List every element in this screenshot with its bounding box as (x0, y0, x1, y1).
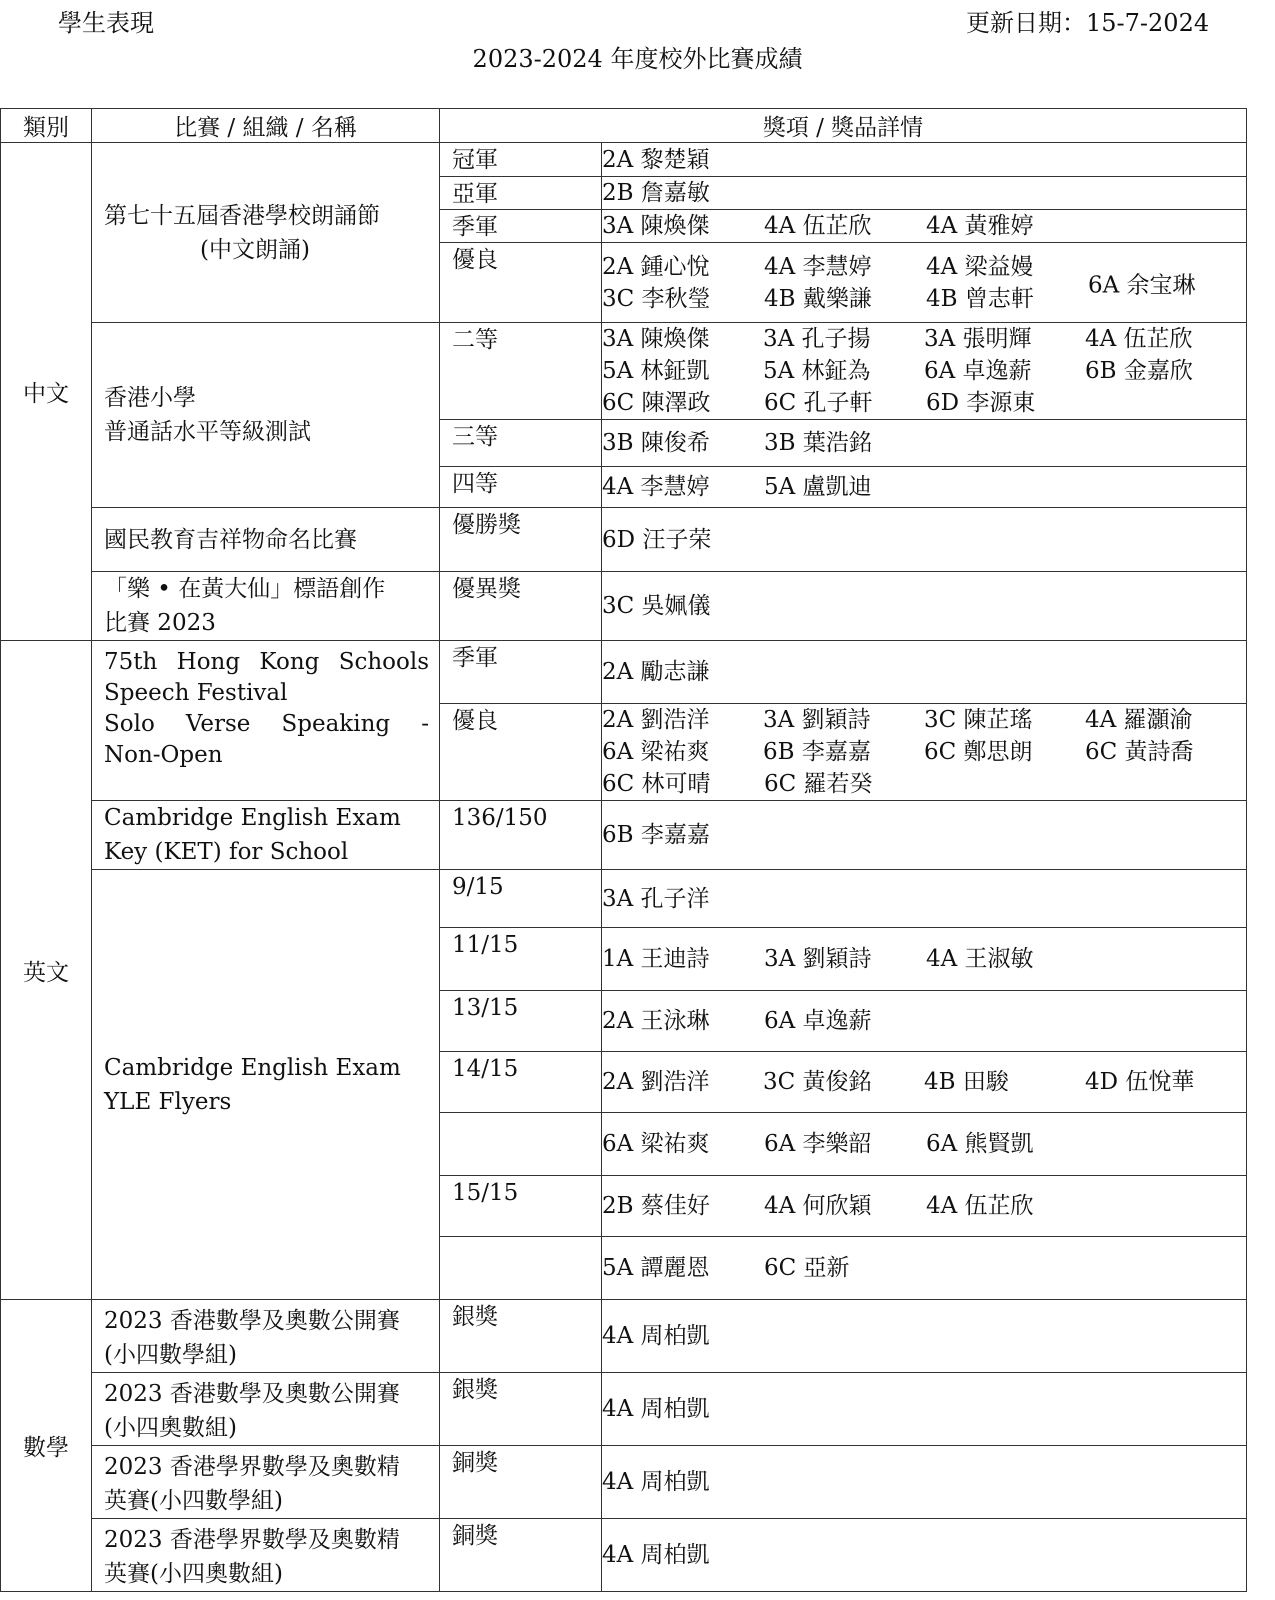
competition-line: 2023 香港學界數學及奧數精 (104, 1527, 400, 1553)
winners-cell (602, 1446, 1247, 1519)
student-name: 4A 伍芷欣 (1085, 326, 1193, 352)
competition-line: (小四數學組) (104, 1342, 237, 1368)
award-cell: 優異獎 (440, 572, 602, 641)
competition-line: Non-Open (104, 742, 223, 768)
award-cell: 優良 (440, 243, 602, 323)
student-name: 6A 卓逸薪 (924, 358, 1032, 384)
competition-line: 英賽(小四數學組) (104, 1488, 283, 1514)
student-name: 6C 林可晴 (602, 771, 711, 797)
student-name: 2A 勵志謙 (602, 659, 710, 685)
competition-line: Solo Verse Speaking - (104, 711, 429, 737)
competition-line: (小四奧數組) (104, 1415, 237, 1441)
category-cell: 中文 (1, 143, 92, 641)
student-name: 6C 亞新 (764, 1255, 850, 1281)
winners-line (602, 1539, 1246, 1571)
winners-cell (602, 177, 1247, 210)
winners-line (602, 524, 1246, 556)
student-name: 6C 羅若癸 (764, 771, 873, 797)
student-name: 6A 熊賢凱 (926, 1131, 1034, 1157)
student-name: 2A 王泳琳 (602, 1008, 710, 1034)
student-name: 2B 蔡佳好 (602, 1193, 710, 1219)
winners-line (602, 590, 1246, 622)
document-title: 2023-2024 年度校外比賽成績 (472, 45, 803, 73)
update-date: 更新日期：15-7-2024 (966, 9, 1210, 37)
winners-cell (602, 801, 1247, 870)
student-name: 3A 陳煥傑 (602, 326, 710, 352)
student-name: 4A 伍芷欣 (926, 1193, 1034, 1219)
winners-cell (602, 1300, 1247, 1373)
winners-line (602, 768, 1246, 800)
table-row (1, 801, 1247, 870)
winners-line (602, 1190, 1246, 1222)
student-name: 3C 陳芷瑤 (924, 707, 1033, 733)
header-competition: 比賽 / 組織 / 名稱 (92, 109, 440, 143)
student-name: 6D 李源東 (926, 390, 1036, 416)
winners-cell (602, 641, 1247, 704)
student-name: 3C 黃俊銘 (763, 1069, 872, 1095)
student-name: 4A 梁益嫚 (926, 253, 1034, 280)
results-table (0, 108, 1247, 1592)
award-cell: 冠軍 (440, 143, 602, 177)
winners-cell (602, 572, 1247, 641)
winners-line (602, 1252, 1246, 1284)
winners-line (602, 323, 1246, 355)
award-cell: 四等 (440, 467, 602, 508)
competition-cell (92, 143, 440, 323)
winners-cell (602, 1176, 1247, 1237)
award-cell: 13/15 (440, 991, 602, 1052)
award-cell: 銀獎 (440, 1373, 602, 1446)
award-cell: 14/15 (440, 1052, 602, 1113)
winners-line (602, 656, 1246, 688)
winners-cell (602, 991, 1247, 1052)
student-name: 4A 羅灝渝 (1085, 707, 1193, 733)
student-name: 5A 林鉦為 (763, 358, 871, 384)
student-name: 3A 劉穎詩 (763, 707, 871, 733)
winners-line (602, 427, 1246, 459)
winners-line (602, 1320, 1246, 1352)
student-name: 4A 周柏凱 (602, 1542, 710, 1568)
student-name: 5A 林鉦凱 (602, 358, 710, 384)
winners-cell (602, 1519, 1247, 1592)
table-row (1, 323, 1247, 420)
award-cell: 136/150 (440, 801, 602, 870)
winners-line (602, 210, 1246, 242)
competition-cell (92, 801, 440, 870)
student-name: 4A 黃雅婷 (926, 213, 1034, 239)
award-cell: 銀獎 (440, 1300, 602, 1373)
winners-cell (602, 1052, 1247, 1113)
award-cell (440, 1113, 602, 1176)
student-name: 3B 陳俊希 (602, 430, 710, 456)
competition-cell (92, 1446, 440, 1519)
student-name: 3A 劉穎詩 (764, 946, 872, 972)
student-name: 2A 劉浩洋 (602, 1069, 710, 1095)
competition-line: 比賽 2023 (104, 610, 216, 636)
student-name: 4A 周柏凱 (602, 1469, 710, 1495)
award-cell: 三等 (440, 420, 602, 467)
competition-line: 第七十五屆香港學校朗誦節 (104, 202, 380, 229)
winners-cell (602, 870, 1247, 928)
table-row (1, 1519, 1247, 1592)
competition-cell (92, 572, 440, 641)
competition-cell (92, 323, 440, 508)
student-name: 6A 梁祐爽 (602, 739, 710, 765)
competition-line: 普通話水平等級測試 (104, 419, 311, 445)
winners-line (602, 1393, 1246, 1425)
student-name: 2A 鍾心悅 (602, 253, 710, 280)
competition-cell (92, 870, 440, 1300)
student-name: 3A 陳煥傑 (602, 213, 710, 239)
winners-cell (602, 1113, 1247, 1176)
student-name: 6A 余宝琳 (1088, 272, 1196, 298)
student-name: 3A 孔子洋 (602, 885, 710, 912)
winners-line (602, 1005, 1246, 1037)
student-name: 6B 李嘉嘉 (602, 822, 710, 848)
award-cell: 季軍 (440, 210, 602, 243)
competition-line: YLE Flyers (104, 1088, 232, 1115)
winners-line (602, 177, 1246, 209)
winners-cell (602, 1373, 1247, 1446)
student-name: 5A 譚麗恩 (602, 1255, 710, 1281)
award-cell: 銅獎 (440, 1519, 602, 1592)
header-award: 獎項 / 獎品詳情 (440, 109, 1247, 143)
student-name: 6C 黃詩喬 (1085, 739, 1194, 765)
student-name: 4A 王淑敏 (926, 946, 1034, 972)
award-cell: 15/15 (440, 1176, 602, 1237)
table-row (1, 1300, 1247, 1373)
category-cell: 數學 (1, 1300, 92, 1592)
table-row (1, 508, 1247, 572)
student-name: 3C 李秋瑩 (602, 285, 711, 312)
winners-cell (602, 704, 1247, 801)
winners-cell (602, 508, 1247, 572)
winners-line (602, 943, 1246, 975)
student-name: 3B 葉浩銘 (764, 430, 872, 456)
header-category: 類別 (1, 109, 92, 143)
student-name: 4A 伍芷欣 (764, 213, 872, 239)
competition-line: (中文朗誦) (200, 236, 310, 263)
student-name: 4D 伍悅華 (1085, 1069, 1195, 1095)
table-row (1, 143, 1247, 177)
winners-cell (602, 143, 1247, 177)
student-name: 3A 孔子揚 (763, 326, 871, 352)
winners-cell (602, 467, 1247, 508)
student-name: 5A 盧凱迪 (764, 474, 872, 500)
award-cell: 二等 (440, 323, 602, 420)
winners-cell (602, 420, 1247, 467)
winners-line (602, 1466, 1246, 1498)
award-cell: 優勝獎 (440, 508, 602, 572)
table-header-row (1, 109, 1247, 143)
competition-cell (92, 641, 440, 801)
award-cell: 9/15 (440, 870, 602, 928)
competition-line: Cambridge English Exam (104, 1054, 401, 1081)
competition-cell (92, 1300, 440, 1373)
winners-line (602, 704, 1246, 736)
award-cell: 亞軍 (440, 177, 602, 210)
student-name: 3C 吳姵儀 (602, 593, 711, 619)
student-name: 4B 曾志軒 (926, 285, 1034, 312)
competition-line: 75th Hong Kong Schools (104, 649, 429, 675)
student-name: 4A 李慧婷 (602, 474, 710, 500)
student-name: 1A 王迪詩 (602, 946, 710, 972)
competition-line: 香港小學 (104, 385, 196, 411)
winners-line (602, 471, 1246, 503)
winners-line (602, 1128, 1246, 1160)
competition-cell (92, 1373, 440, 1446)
winners-line (602, 819, 1246, 851)
competition-cell (92, 508, 440, 572)
winners-cell (602, 210, 1247, 243)
student-name: 6B 金嘉欣 (1085, 358, 1193, 384)
student-name: 4A 李慧婷 (764, 253, 872, 280)
winners-cell (602, 1237, 1247, 1300)
winners-line (602, 144, 1246, 176)
table-row (1, 870, 1247, 928)
student-name: 4A 何欣穎 (764, 1193, 872, 1219)
table-row (1, 641, 1247, 704)
student-name: 6C 孔子軒 (764, 390, 873, 416)
award-cell: 銅獎 (440, 1446, 602, 1519)
table-row (1, 572, 1247, 641)
winners-line (602, 736, 1246, 768)
student-name: 2B 詹嘉敏 (602, 180, 710, 206)
student-name: 3A 張明輝 (924, 326, 1032, 352)
award-cell: 優良 (440, 704, 602, 801)
winners-line (602, 387, 1246, 419)
category-cell: 英文 (1, 641, 92, 1300)
award-cell: 季軍 (440, 641, 602, 704)
competition-line: 英賽(小四奧數組) (104, 1561, 283, 1587)
student-name: 6D 汪子荣 (602, 526, 712, 553)
competition-line: 2023 香港學界數學及奧數精 (104, 1454, 400, 1480)
section-label: 學生表現 (58, 9, 154, 37)
winners-cell (602, 243, 1247, 323)
student-name: 6C 鄭思朗 (924, 739, 1033, 765)
winners-cell (602, 323, 1247, 420)
competition-cell (92, 1519, 440, 1592)
competition-line: 「樂 • 在黃大仙」標語創作 (104, 576, 386, 602)
student-name: 6B 李嘉嘉 (763, 739, 871, 765)
competition-line: Cambridge English Exam (104, 805, 401, 831)
winners-line (602, 883, 1246, 915)
table-row (1, 1373, 1247, 1446)
competition-line: Speech Festival (104, 680, 288, 706)
student-name: 4B 田駿 (924, 1069, 1009, 1095)
student-name: 6A 梁祐爽 (602, 1131, 710, 1157)
student-name: 4A 周柏凱 (602, 1396, 710, 1422)
winners-line (602, 355, 1246, 387)
student-name: 4B 戴樂謙 (764, 285, 872, 312)
student-name: 4A 周柏凱 (602, 1323, 710, 1349)
award-cell (440, 1237, 602, 1300)
student-name: 6A 卓逸薪 (764, 1008, 872, 1034)
competition-line: 國民教育吉祥物命名比賽 (104, 526, 357, 553)
award-cell: 11/15 (440, 928, 602, 991)
student-name: 6C 陳澤政 (602, 390, 711, 416)
winners-line (602, 1066, 1246, 1098)
student-name: 6A 李樂韶 (764, 1131, 872, 1157)
table-row (1, 1446, 1247, 1519)
winners-cell (602, 928, 1247, 991)
competition-line: 2023 香港數學及奧數公開賽 (104, 1381, 400, 1407)
student-name: 2A 黎楚穎 (602, 146, 710, 173)
competition-line: 2023 香港數學及奧數公開賽 (104, 1308, 400, 1334)
student-name: 2A 劉浩洋 (602, 707, 710, 733)
competition-line: Key (KET) for School (104, 839, 349, 865)
